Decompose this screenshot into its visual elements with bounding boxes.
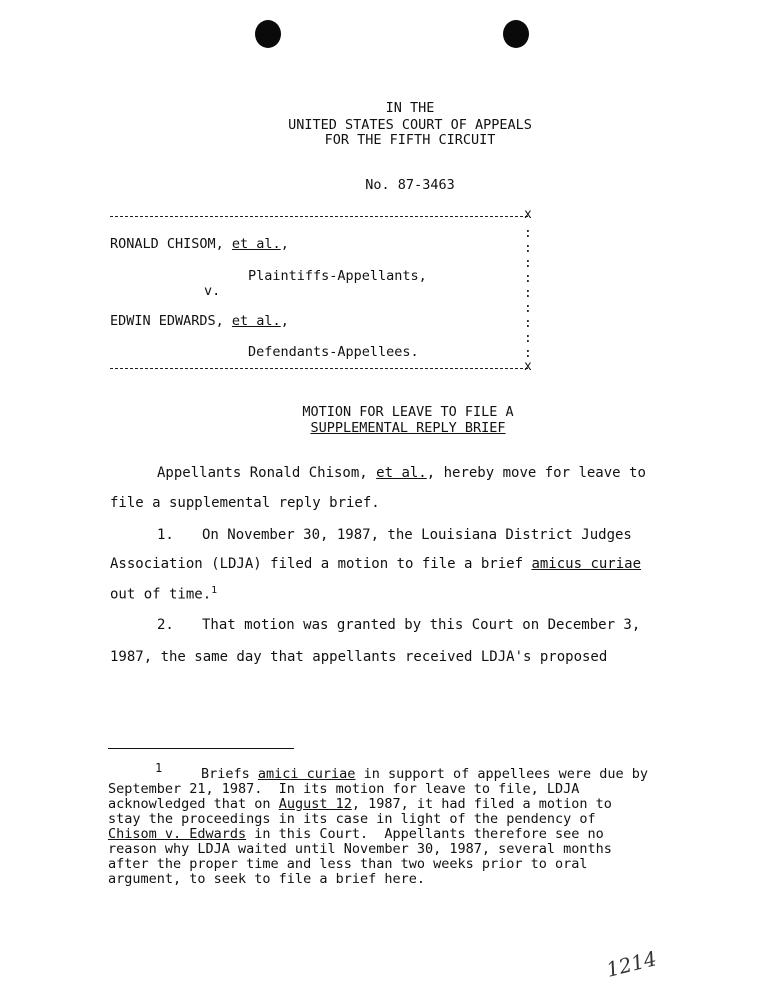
caption-colon: : xyxy=(524,241,532,256)
footnote-marker: 1 xyxy=(155,761,163,775)
para1-out-of-time: out of time. xyxy=(110,586,212,603)
footnote-line-2: September 21, 1987. In its motion for leave to file, LDJA xyxy=(108,781,580,797)
court-header-court-name: UNITED STATES COURT OF APPEALS xyxy=(288,117,532,133)
caption-top-rule xyxy=(110,216,528,217)
intro-line-1 xyxy=(157,465,646,481)
footnote-text: Briefs xyxy=(201,766,258,782)
caption-colon: : xyxy=(524,271,532,286)
caption-top-x: x xyxy=(524,207,532,222)
defendant-role: Defendants-Appellees. xyxy=(248,344,419,360)
footnote-line-4: stay the proceedings in its case in light of the pendency of xyxy=(108,811,596,827)
caption-colon: : xyxy=(524,346,532,361)
footnote-text: in this Court. Appellants therefore see no xyxy=(246,826,604,842)
motion-title-line1: MOTION FOR LEAVE TO FILE A xyxy=(302,404,514,420)
caption-colon: : xyxy=(524,316,532,331)
court-header-circuit: FOR THE FIFTH CIRCUIT xyxy=(324,132,496,148)
footnote-reference: 1 xyxy=(211,585,218,596)
caption-colon: : xyxy=(524,286,532,301)
defendant-party xyxy=(110,313,289,329)
caption-colon: : xyxy=(524,331,532,346)
court-header-in-the: IN THE xyxy=(385,100,435,116)
defendant-comma: , xyxy=(280,313,289,329)
plaintiff-role: Plaintiffs-Appellants, xyxy=(248,268,427,284)
footnote-text: , 1987, it had filed a motion to xyxy=(351,796,612,812)
caption-bottom-x: x xyxy=(524,359,532,374)
footnote-text: in support of appellees were due by xyxy=(355,766,649,782)
caption-colon: : xyxy=(524,226,532,241)
para2-line-2: 1987, the same day that appellants received LDJA's proposed xyxy=(110,649,608,665)
versus: v. xyxy=(204,283,221,299)
caption-bottom-rule xyxy=(110,368,528,369)
footnote-case-name: Chisom v. Edwards xyxy=(108,826,247,842)
motion-title-underlined: SUPPLEMENTAL REPLY BRIEF xyxy=(310,420,506,436)
para1-amicus-curiae: amicus curiae xyxy=(531,556,642,572)
plaintiff-comma: , xyxy=(280,236,289,252)
para1-line-3 xyxy=(110,585,217,603)
motion-title-line2 xyxy=(258,420,558,436)
para1-line-2 xyxy=(110,556,641,572)
para1-number: 1. xyxy=(157,527,174,543)
footnote-amici-curiae: amici curiae xyxy=(257,766,356,782)
para2-line-1: That motion was granted by this Court on December 3, xyxy=(202,617,641,633)
footnote-line-7: after the proper time and less than two weeks prior to oral xyxy=(108,856,588,872)
intro-text-b: , hereby move for leave to xyxy=(426,465,646,481)
intro-text-a: Appellants Ronald Chisom, xyxy=(157,465,377,481)
binder-hole-left xyxy=(255,20,281,48)
intro-line-2: file a supplemental reply brief. xyxy=(110,495,380,511)
caption-colon: : xyxy=(524,256,532,271)
caption-colon: : xyxy=(524,301,532,316)
defendant-name: EDWIN EDWARDS, xyxy=(110,313,232,329)
footnote-line-6: reason why LDJA waited until November 30, 1987, several months xyxy=(108,841,612,857)
case-number: No. 87-3463 xyxy=(365,177,455,193)
plaintiff-party xyxy=(110,236,289,252)
footnote-rule xyxy=(108,748,294,749)
footnote-text: acknowledged that on xyxy=(108,796,279,812)
footnote-line-8: argument, to seek to file a brief here. xyxy=(108,871,425,887)
para2-number: 2. xyxy=(157,617,174,633)
footnote-date: August 12 xyxy=(278,796,352,812)
handwritten-page-mark: 1214 xyxy=(603,946,660,982)
binder-hole-right xyxy=(503,20,529,48)
plaintiff-et-al: et al. xyxy=(231,236,281,252)
para1-line-1: On November 30, 1987, the Louisiana District Judges xyxy=(202,527,632,543)
plaintiff-name: RONALD CHISOM, xyxy=(110,236,232,252)
intro-et-al: et al. xyxy=(376,465,427,481)
para1-text: Association (LDJA) filed a motion to file a brief xyxy=(110,556,532,572)
defendant-et-al: et al. xyxy=(231,313,281,329)
